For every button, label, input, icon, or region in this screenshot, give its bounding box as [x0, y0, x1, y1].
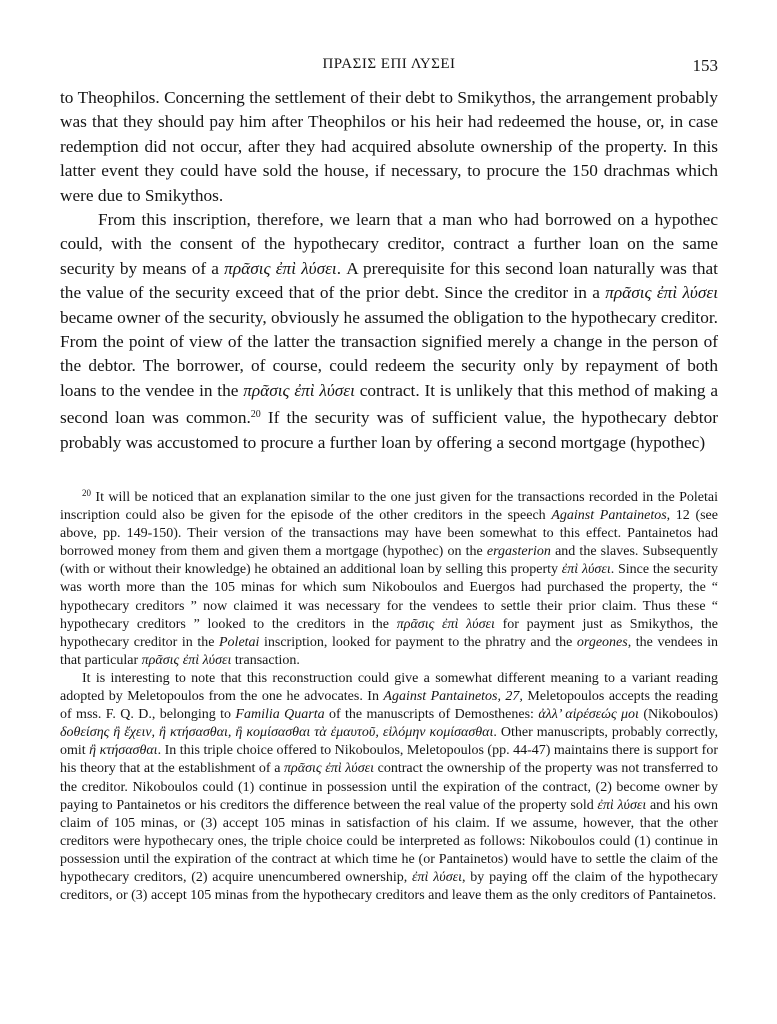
greek-phrase: πρᾶσις ἐπὶ λύσει: [224, 258, 337, 278]
running-head: [60, 56, 718, 78]
term: Familia Quarta: [235, 707, 325, 723]
footnote-marker: 20: [82, 488, 91, 498]
main-text: [60, 86, 718, 455]
greek-phrase: ἐπὶ λύσει: [561, 562, 611, 578]
term: Poletai: [219, 634, 260, 650]
paragraph-1: to Theophilos. Concerning the settlement of their debt to Smikythos, the arrangement probably was that they should pay him after Theophilos or his heir had redeemed the house, or, in case redemption did not occur, after they had acquired absolute ownership of the property. In this latter event they could have sold the house, if necessary, to procure the 150 drachmas which were due to Smikythos.: [60, 88, 718, 205]
footnote-20-paragraph-1: $^{20}$ It will be noticed that an explanation similar to the one just given for the transactions recorded in the Poletai inscription could also be given for the episode of the other creditors in the speech Against Pantainetos, 12 (see above, pp. 149-150). Their version of the transactions may have been somewhat to this effect. Pantainetos had borrowed money from them and given them a mortgage (hypothec) on the ergasterion and the slaves. Subsequently (with or without their knowledge) he obtained an additional loan by selling this property ἐπὶ λύσει. Since the security was worth more than the 105 minas for which sum Nikoboulos and Euergos had purchased the property, the “ hypothecary creditors ” now claimed it was necessary for the vendees to settle their prior claim. Thus these “ hypothecary creditors ” looked to the creditors in the πρᾶσις ἐπὶ λύσει for payment just as Smikythos, the hypothecary creditor in the Poletai inscription, looked for payment to the phratry and the orgeones, the vendees in that particular πρᾶσις ἐπὶ λύσει transaction.: [60, 488, 718, 668]
greek-phrase: ἢ κτήσασθαι: [89, 743, 158, 759]
running-title: ΠΡΑΣΙΣ ΕΠΙ ΛΥΣΕΙ: [322, 56, 456, 72]
term: ergasterion: [486, 544, 551, 560]
term: orgeones: [576, 634, 628, 650]
greek-phrase: πρᾶσις ἐπὶ λύσει: [141, 652, 232, 668]
greek-phrase: πρᾶσις ἐπὶ λύσει: [605, 283, 718, 303]
work-title: Against Pantainetos: [551, 508, 667, 524]
work-title: Against Pantainetos, 27,: [383, 689, 523, 705]
greek-phrase: ἐπὶ λύσει: [412, 869, 463, 885]
greek-phrase: πρᾶσις ἐπὶ λύσει: [243, 380, 355, 400]
greek-phrase: πρᾶσις ἐπὶ λύσει: [284, 761, 375, 777]
greek-phrase: ἀλλ’ αἱρέσεώς μοι: [538, 707, 639, 723]
footnote-20-paragraph-2: It is interesting to note that this reconstruction could give a somewhat different meaning to a variant reading adopted by Meletopoulos from the one he advocates. In Against Pantainetos, 27, Meletopoulos accepts the reading of mss. F. Q. D., belonging to Familia Quarta of the manuscripts of Demosthenes: ἀλλ’ αἱρέσεώς μοι (Nikoboulos) δοθείσης ἢ ἔχειν, ἢ κτήσασθαι, ἢ κομίσασθαι τὰ ἐμαυτοῦ, εἱλόμην κομίσασθαι. Other manuscripts, probably correctly, omit ἢ κτήσασθαι. In this triple choice offered to Nikoboulos, Meletopoulos (pp. 44-47) maintains there is support for his theory that at the establishment of a πρᾶσις ἐπὶ λύσει contract the ownership of the property was not transferred to the creditor. Nikoboulos could (1) continue in possession until the expiration of the contract, (2) become owner by paying to Pantainetos or his creditors the difference between the real value of the property sold ἐπὶ λύσει and his own claim of 105 minas, or (3) accept 105 minas in satisfaction of his claim. If we assume, however, that the other creditors were hypothecary ones, the triple choice could be interpreted as follows: Nikoboulos could (1) continue in possession until the expiration of the contract at which time he (or Pantainetos) would have to settle the claim of the hypothecary creditors, (2) acquire unencumbered ownership, ἐπὶ λύσει, by paying off the claim of the hypothecary creditors, or (3) accept 105 minas from the hypothecary creditors and leave them as the only creditors of Pantainetos.: [60, 670, 718, 904]
greek-phrase: ἐπὶ λύσει: [597, 797, 647, 813]
greek-phrase: δοθείσης ἢ ἔχειν, ἢ κτήσασθαι, ἢ κομίσασθαι τὰ ἐμαυτοῦ, εἱλόμην κομίσασθαι: [60, 725, 494, 741]
footnote-reference: 20: [250, 409, 261, 421]
page-number: 153: [692, 56, 718, 75]
greek-phrase: πρᾶσις ἐπὶ λύσει: [396, 616, 495, 632]
paragraph-2: From this inscription, therefore, we learn that a man who had borrowed on a hypothec could, with the consent of the hypothecary creditor, contract a further loan on the same security by means of a πρᾶσις ἐπὶ λύσει. A prerequisite for this second loan naturally was that the value of the security exceed that of the prior debt. Since the creditor in a πρᾶσις ἐπὶ λύσει became owner of the security, obviously he assumed the obligation to the hypothecary creditor. From the point of view of the latter the transaction signified merely a change in the person of the debtor. The borrower, of course, could redeem the security only by repayment of both loans to the vendee in the πρᾶσις ἐπὶ λύσει contract. It is unlikely that this method of making a second loan was common.$^{20}$ If the security was of sufficient value, the hypothecary debtor probably was accustomed to procure a further loan by offering a second mortgage (hypothec): [60, 210, 718, 452]
footnotes: [60, 484, 718, 905]
